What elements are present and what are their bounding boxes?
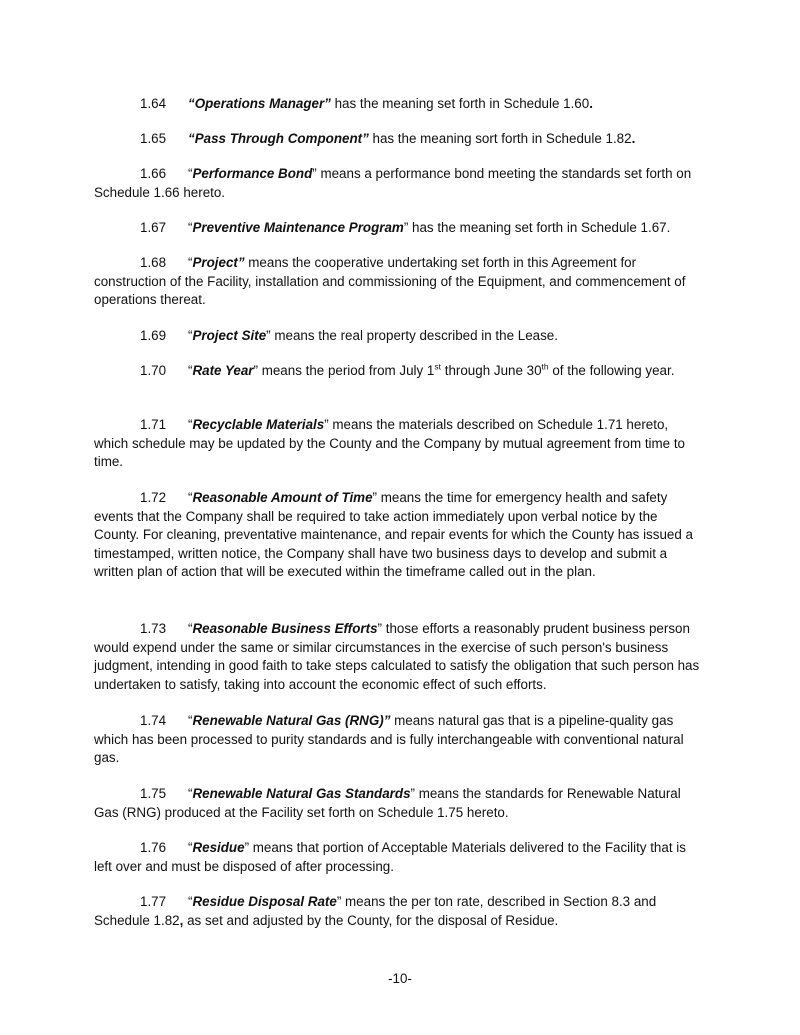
- defined-term: Preventive Maintenance Program: [192, 220, 404, 235]
- definition-text: through June 30: [441, 363, 542, 378]
- definition-1-69: [94, 327, 706, 346]
- close-quote: ”: [336, 894, 342, 909]
- ordinal-suffix: st: [434, 361, 442, 372]
- definition-text: means a performance bond meeting the standards set forth on Schedule 1.66 hereto.: [94, 166, 692, 200]
- definition-text: means the cooperative undertaking set forth in this Agreement for construction of the Facility, installation and commissioning of the Equipment, and commencement of operations thereat.: [94, 255, 686, 308]
- definition-1-66: [94, 165, 706, 202]
- definition-1-70: [94, 362, 706, 381]
- close-quote: ”: [377, 621, 382, 636]
- close-quote: ”: [403, 220, 409, 235]
- open-quote: “: [188, 363, 193, 378]
- definition-number: 1.71: [140, 417, 167, 432]
- definition-end: .: [589, 96, 593, 111]
- definition-text: means the period from July 1: [257, 363, 435, 378]
- definition-1-74: [94, 712, 706, 768]
- definition-number: 1.72: [140, 490, 167, 505]
- defined-term: Residue Disposal Rate: [192, 894, 337, 909]
- definition-text: has the meaning sort forth in Schedule 1.82: [368, 131, 632, 146]
- open-quote: “: [188, 220, 193, 235]
- definition-number: 1.73: [140, 621, 167, 636]
- definition-1-77: [94, 893, 706, 930]
- definition-1-75: [94, 785, 706, 822]
- definition-text: means that portion of Acceptable Materials delivered to the Facility that is left over and must be disposed of after processing.: [94, 840, 686, 874]
- open-quote: “: [188, 713, 193, 728]
- defined-term: Project Site: [192, 328, 267, 343]
- definition-number: 1.70: [140, 363, 167, 378]
- definition-number: 1.74: [140, 713, 167, 728]
- open-quote: “: [188, 621, 193, 636]
- open-quote: “: [188, 328, 193, 343]
- open-quote: “: [188, 894, 193, 909]
- open-quote: “: [188, 840, 193, 855]
- close-quote: ”: [312, 166, 317, 181]
- defined-term: Performance Bond: [192, 166, 313, 181]
- defined-term: Reasonable Amount of Time: [192, 490, 373, 505]
- definition-text: those efforts a reasonably prudent business person would expend under the same or similar circumstances in the exercise of such person's business judgment, intending in good faith to take steps calculated to satisfy the obligation that such person has undertaken to satisfy, taking into account the economic effect of such efforts.: [94, 621, 700, 692]
- defined-term: Reasonable Business Efforts: [192, 621, 378, 636]
- definition-number: 1.76: [140, 840, 167, 855]
- definition-text: of the following year.: [548, 363, 675, 378]
- defined-term: Recyclable Materials: [192, 417, 325, 432]
- close-quote: ”: [410, 786, 415, 801]
- definition-number: 1.77: [140, 894, 167, 909]
- definition-text: means the per ton rate, described in Section 8.3 and Schedule 1.82: [94, 894, 657, 928]
- close-quote: ”: [372, 490, 377, 505]
- open-quote: “: [188, 490, 193, 505]
- defined-term: Renewable Natural Gas (RNG)”: [192, 713, 391, 728]
- defined-term: Renewable Natural Gas Standards: [192, 786, 411, 801]
- definition-1-65: [94, 130, 706, 149]
- page-number: -10-: [388, 971, 412, 986]
- definition-number: 1.67: [140, 220, 167, 235]
- definition-text: means natural gas that is a pipeline-quality gas which has been processed to purity standards and is fully interchangeable with conventional natural gas.: [94, 713, 684, 766]
- close-quote: ”: [253, 363, 258, 378]
- definition-1-73: [94, 620, 706, 694]
- defined-term: “Operations Manager”: [188, 96, 331, 111]
- definition-text: as set and adjusted by the County, for the disposal of Residue.: [183, 912, 559, 928]
- definition-text: means the time for emergency health and safety events that the Company shall be required to take action immediately upon verbal notice by the County. For cleaning, preventative maintenance, and repair events for which the County has issued a timestamped, written notice, the Company shall have two business days to develop and submit a written plan of action that will be executed within the timeframe called out in the plan.: [94, 490, 693, 580]
- defined-term: “Pass Through Component”: [188, 131, 369, 146]
- definition-1-72: [94, 489, 706, 582]
- close-quote: ”: [244, 840, 250, 855]
- definition-1-71: [94, 416, 706, 472]
- definition-text: means the standards for Renewable Natural Gas (RNG) produced at the Facility set forth on Schedule 1.75 hereto.: [94, 786, 681, 820]
- defined-term: Rate Year: [192, 363, 254, 378]
- open-quote: “: [188, 417, 193, 432]
- definition-number: 1.65: [140, 131, 167, 146]
- definition-number: 1.68: [140, 255, 167, 270]
- definition-number: 1.64: [140, 96, 167, 111]
- open-quote: “: [188, 255, 193, 270]
- definition-text: means the materials described on Schedule 1.71 hereto, which schedule may be updated by the County and the Company by mutual agreement from time to time.: [94, 417, 686, 470]
- definition-1-68: [94, 254, 706, 310]
- definition-number: 1.75: [140, 786, 167, 801]
- bold-comma: ,: [179, 912, 184, 928]
- definition-end: .: [631, 131, 636, 146]
- open-quote: “: [188, 786, 193, 801]
- definition-1-67: [94, 219, 706, 238]
- definition-number: 1.69: [140, 328, 167, 343]
- definition-text: means the real property described in the Lease.: [270, 328, 558, 343]
- close-quote: ”: [266, 328, 271, 343]
- defined-term: Project”: [192, 255, 245, 270]
- definition-text: has the meaning set forth in Schedule 1.67.: [408, 220, 671, 235]
- definition-text: has the meaning set forth in Schedule 1.60: [330, 96, 590, 111]
- close-quote: ”: [324, 417, 329, 432]
- definition-number: 1.66: [140, 166, 167, 181]
- ordinal-suffix: th: [541, 361, 549, 372]
- definition-1-64: [94, 95, 706, 114]
- defined-term: Residue: [192, 840, 245, 855]
- open-quote: “: [188, 166, 193, 181]
- definition-1-76: [94, 839, 706, 876]
